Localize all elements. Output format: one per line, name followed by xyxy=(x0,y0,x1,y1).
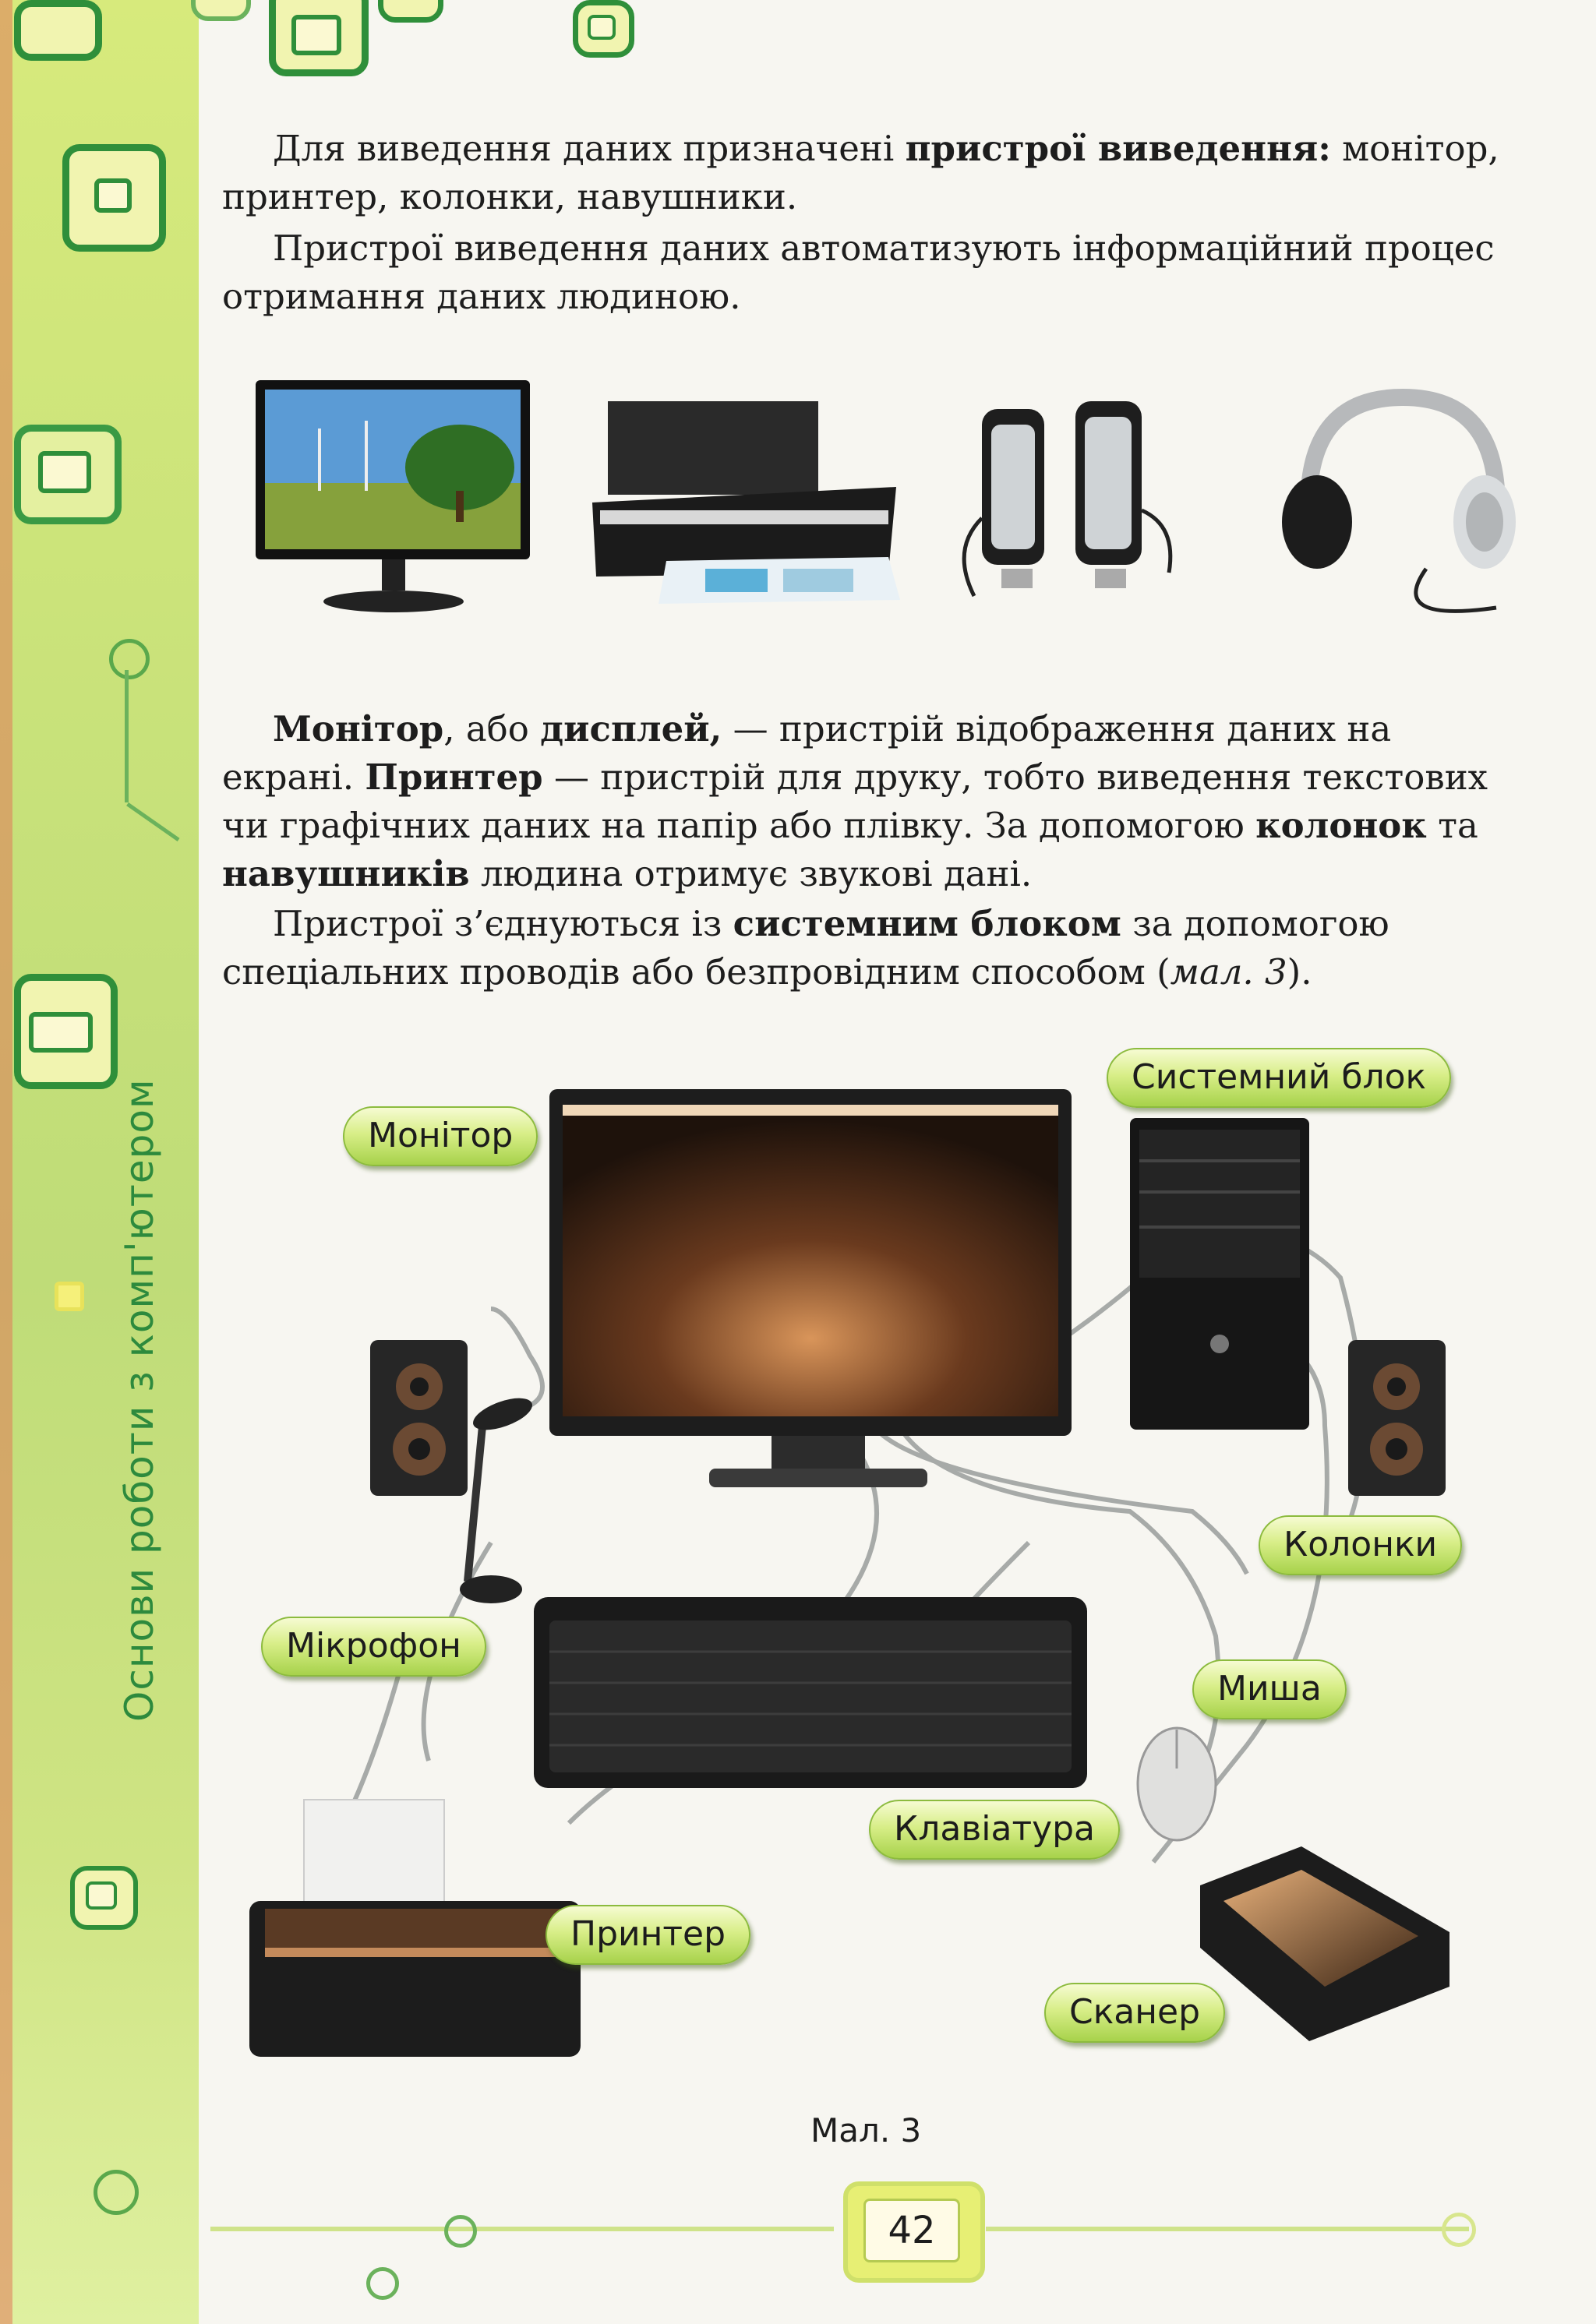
diagram-monitor xyxy=(549,1089,1072,1487)
text-span: ). xyxy=(1287,951,1312,993)
paragraph-automation: Пристрої виведення даних автоматизують інформаційний процес отримання даних людиною. xyxy=(222,227,1495,317)
term-display: дисплей, xyxy=(540,708,722,749)
figure-caption: Мал. 3 xyxy=(810,2111,922,2149)
monitor-image xyxy=(249,374,538,615)
decor-square xyxy=(573,0,634,58)
label-mouse: Миша xyxy=(1192,1659,1347,1719)
decor-line xyxy=(126,802,179,841)
term-output-devices: пристрої виведення: xyxy=(905,128,1331,169)
decor-circle xyxy=(366,2267,399,2300)
decor-square xyxy=(191,0,251,21)
diagram-speaker-right xyxy=(1348,1340,1446,1496)
label-system-unit: Системний блок xyxy=(1107,1048,1451,1108)
decor-square xyxy=(62,144,166,252)
label-microphone: Мікрофон xyxy=(261,1617,486,1677)
decor-square xyxy=(70,1866,138,1930)
text-span: — пристрій відображення даних на екрані. xyxy=(222,708,1392,798)
label-monitor: Монітор xyxy=(343,1106,538,1166)
text-span: за допомогою спеціальних проводів або безпровідним способом ( xyxy=(222,903,1389,993)
printer-image xyxy=(588,393,900,612)
figure-reference: мал. 3 xyxy=(1170,951,1287,993)
section-title-vertical: Основи роботи з комп'ютером xyxy=(117,1078,162,1722)
decor-square xyxy=(378,0,443,23)
text-span: Для виведення даних призначені xyxy=(273,128,906,169)
term-printer: Принтер xyxy=(365,756,543,798)
left-margin-decoration xyxy=(0,0,199,2324)
text-span: — пристрій для друку, тобто виведення текстових чи графічних даних на папір або плівку. За допомогою xyxy=(222,756,1488,846)
diagram-speaker-left xyxy=(370,1340,468,1496)
decor-circle xyxy=(1442,2213,1476,2247)
decor-line xyxy=(125,670,129,802)
decor-square xyxy=(269,0,369,76)
diagram-microphone xyxy=(460,1391,536,1603)
text-span: Пристрої з’єднуються із xyxy=(273,903,733,944)
label-scanner: Сканер xyxy=(1044,1983,1225,2043)
term-system-unit: системним блоком xyxy=(733,903,1121,944)
decor-circle xyxy=(109,639,150,679)
text-span: людина отримує звукові дані. xyxy=(469,853,1033,894)
diagram-scanner xyxy=(1200,1846,1449,2041)
term-speakers: колонок xyxy=(1255,805,1427,846)
decor-dot xyxy=(55,1282,84,1311)
diagram-printer xyxy=(249,1800,581,2057)
footer-line xyxy=(210,2227,834,2231)
term-headphones: навушників xyxy=(222,853,470,894)
decor-square xyxy=(14,425,122,524)
label-keyboard: Клавіатура xyxy=(869,1800,1120,1860)
text-span: , або xyxy=(443,708,541,749)
decor-square xyxy=(14,0,102,61)
headphones-image xyxy=(1270,374,1520,623)
diagram-keyboard xyxy=(534,1597,1087,1788)
paragraph-connection xyxy=(222,900,1527,996)
text-span: та xyxy=(1426,805,1478,846)
label-printer: Принтер xyxy=(546,1905,750,1965)
diagram-system-unit xyxy=(1130,1118,1309,1430)
diagram-mouse xyxy=(1138,1728,1216,1840)
label-speakers: Колонки xyxy=(1259,1515,1462,1575)
paragraph-output-devices xyxy=(222,125,1527,221)
decor-circle xyxy=(444,2215,477,2248)
speakers-image xyxy=(943,393,1200,604)
margin-edge-stripe xyxy=(0,0,12,2324)
page-number-badge xyxy=(843,2181,985,2283)
page-number: 42 xyxy=(863,2199,960,2262)
decor-circle xyxy=(94,2170,139,2215)
footer-line xyxy=(986,2227,1469,2231)
term-monitor: Монітор xyxy=(273,708,444,749)
paragraph-device-definitions xyxy=(222,705,1527,898)
computer-system-diagram xyxy=(234,1075,1496,2088)
text-span: монітор, принтер, колонки, навушники. xyxy=(222,128,1499,217)
decor-square xyxy=(14,974,118,1089)
